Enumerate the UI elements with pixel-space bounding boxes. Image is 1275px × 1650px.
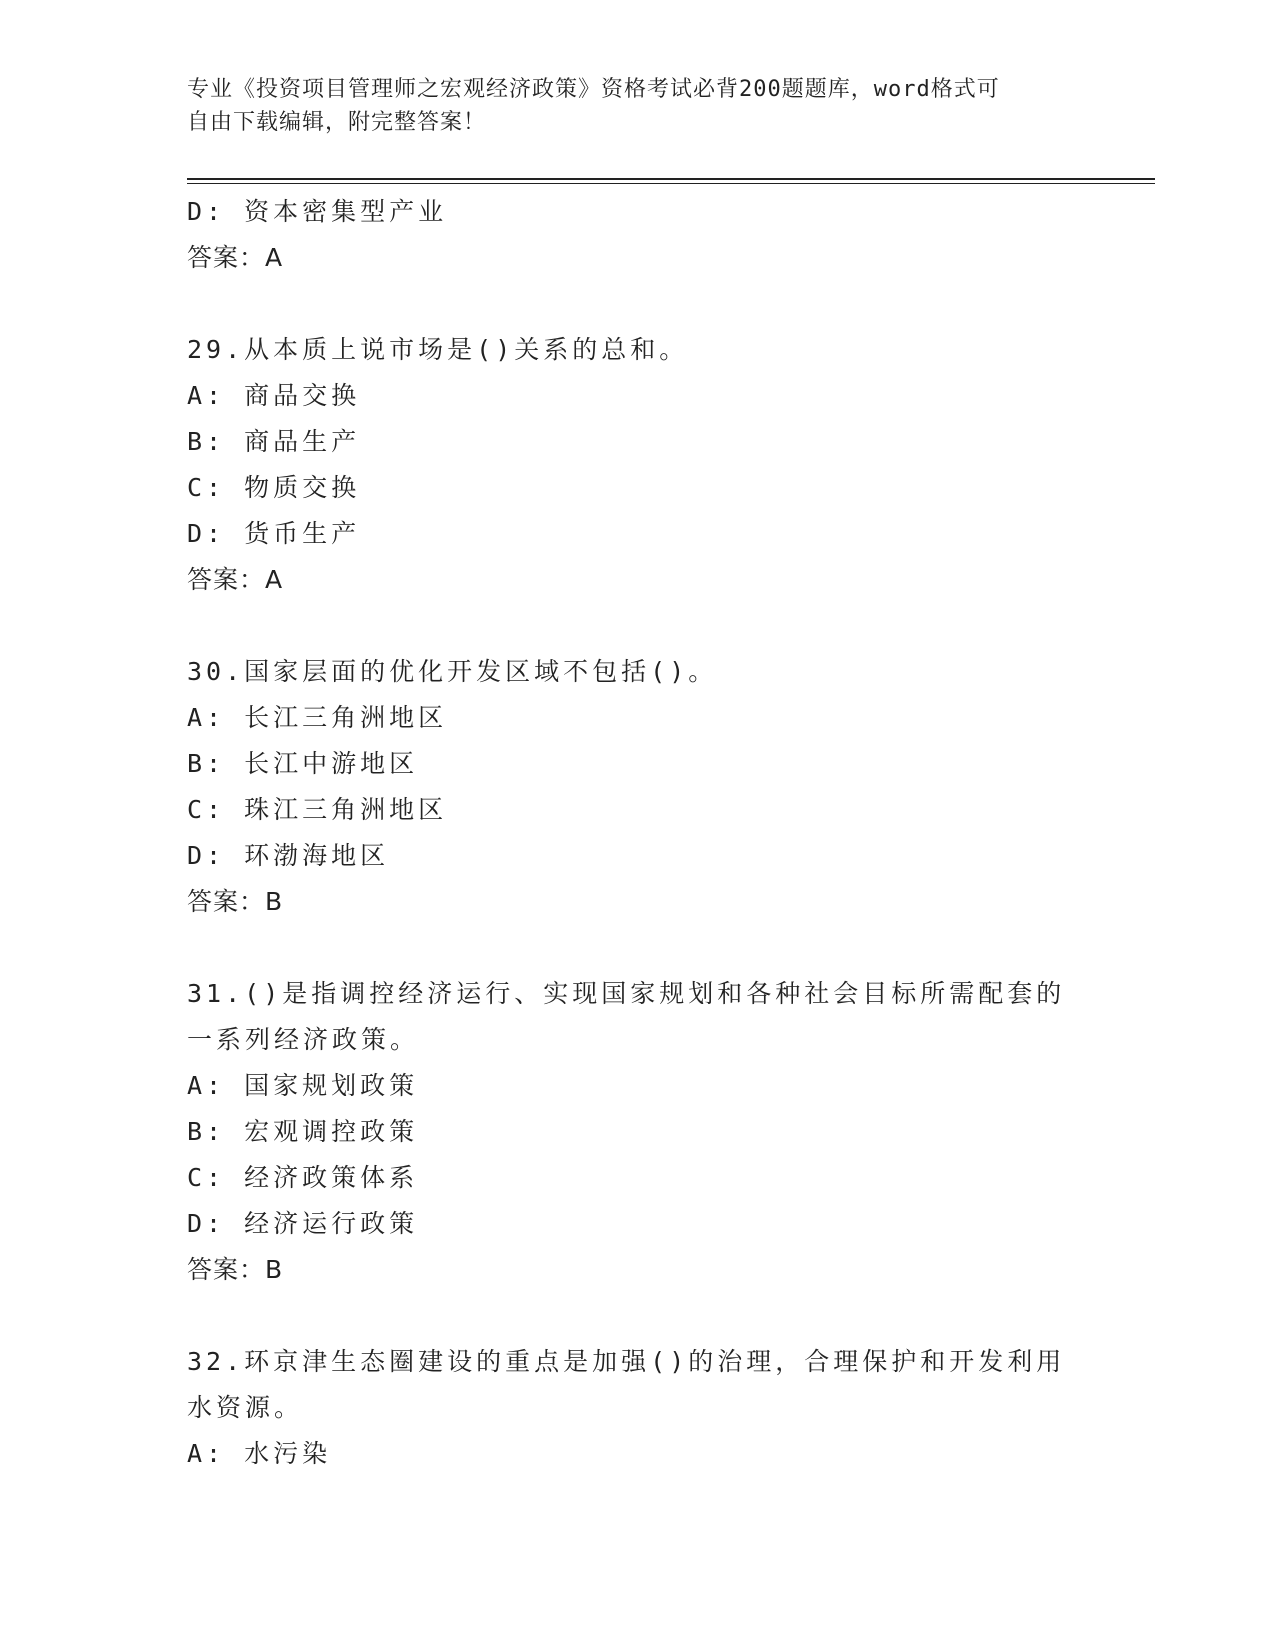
document-header [187, 73, 1087, 139]
option-c: C: 珠江三角洲地区 [187, 795, 448, 824]
header-divider-thick [187, 178, 1155, 180]
header-divider-thin [187, 183, 1155, 184]
option-d: D: 经济运行政策 [187, 1209, 419, 1238]
header-line-1: 专业《投资项目管理师之宏观经济政策》资格考试必背200题题库，word格式可 [187, 77, 1000, 102]
option-d: D: 环渤海地区 [187, 841, 390, 870]
question-text: 30.国家层面的优化开发区域不包括()。 [187, 657, 718, 686]
option-b: B: 长江中游地区 [187, 749, 419, 778]
option-d: D: 货币生产 [187, 519, 361, 548]
option-a: A: 长江三角洲地区 [187, 703, 448, 732]
option-a: A: 商品交换 [187, 381, 361, 410]
option-d: D: 资本密集型产业 [187, 197, 448, 226]
question-29 [187, 327, 1107, 603]
option-a: A: 国家规划政策 [187, 1071, 419, 1100]
option-c: C: 物质交换 [187, 473, 361, 502]
answer-line: 答案：B [187, 1255, 284, 1284]
option-b: B: 宏观调控政策 [187, 1117, 419, 1146]
question-list [187, 189, 1107, 1477]
answer-line: 答案：A [187, 565, 284, 594]
option-b: B: 商品生产 [187, 427, 361, 456]
question-text: 32.环京津生态圈建设的重点是加强()的治理，合理保护和开发利用水资源。 [187, 1347, 1066, 1422]
question-text: 31.()是指调控经济运行、实现国家规划和各种社会目标所需配套的一系列经济政策。 [187, 979, 1066, 1054]
option-a: A: 水污染 [187, 1439, 332, 1468]
header-line-2: 自由下载编辑，附完整答案！ [187, 110, 487, 135]
answer-line: 答案：B [187, 887, 284, 916]
option-c: C: 经济政策体系 [187, 1163, 419, 1192]
answer-line: 答案：A [187, 243, 284, 272]
question-text: 29.从本质上说市场是()关系的总和。 [187, 335, 689, 364]
question-30 [187, 649, 1107, 925]
question-32 [187, 1339, 1107, 1477]
question-31 [187, 971, 1107, 1293]
